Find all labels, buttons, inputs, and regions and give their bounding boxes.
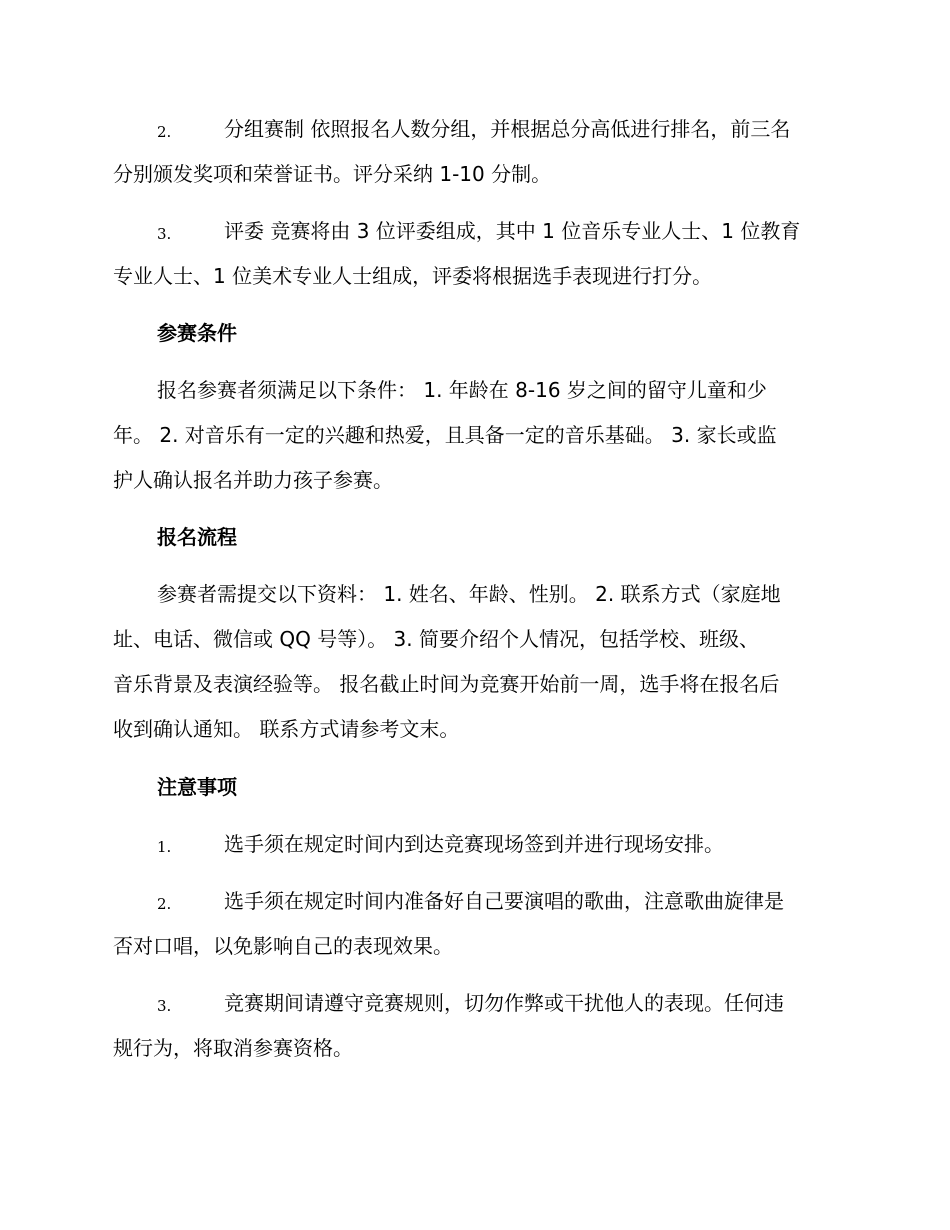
registration-line-1: 参赛者需提交以下资料： 1. 姓名、年龄、性别。 2. 联系方式（家庭地 [157,582,781,606]
section-heading-registration: 报名流程 [157,525,237,549]
registration-line-2: 址、电话、微信或 QQ 号等）。 3. 简要介绍个人情况，包括学校、班级、 [113,627,759,651]
notes-item-2-line-1: 选手须在规定时间内准备好自己要演唱的歌曲，注意歌曲旋律是 [224,889,784,913]
rules-item-3-line-2: 专业人士、1 位美术专业人士组成，评委将根据选手表现进行打分。 [113,264,713,288]
list-number: 3. [157,225,172,243]
notes-item-2-line-2: 否对口唱，以免影响自己的表现效果。 [113,934,453,958]
notes-item-3-line-1: 竞赛期间请遵守竞赛规则，切勿作弊或干扰他人的表现。任何违 [224,991,784,1015]
eligibility-line-1: 报名参赛者须满足以下条件： 1. 年龄在 8-16 岁之间的留守儿童和少 [157,378,767,402]
section-heading-notes: 注意事项 [157,775,237,799]
notes-item-3-line-2: 规行为，将取消参赛资格。 [113,1036,353,1060]
list-number: 2. [157,895,172,913]
eligibility-line-3: 护人确认报名并助力孩子参赛。 [113,468,393,492]
eligibility-line-2: 年。 2. 对音乐有一定的兴趣和热爱，且具备一定的音乐基础。 3. 家长或监 [113,423,777,447]
registration-line-4: 收到确认通知。 联系方式请参考文末。 [113,717,460,741]
notes-item-1-line-1: 选手须在规定时间内到达竞赛现场签到并进行现场安排。 [224,832,724,856]
list-number: 3. [157,997,172,1015]
rules-item-3-line-1: 评委 竞赛将由 3 位评委组成，其中 1 位音乐专业人士、1 位教育 [224,219,801,243]
section-heading-eligibility: 参赛条件 [157,321,237,345]
rules-item-2-line-2: 分别颁发奖项和荣誉证书。评分采纳 1-10 分制。 [113,162,552,186]
rules-item-2-line-1: 分组赛制 依照报名人数分组，并根据总分高低进行排名，前三名 [224,117,791,141]
registration-line-3: 音乐背景及表演经验等。 报名截止时间为竞赛开始前一周，选手将在报名后 [113,672,780,696]
list-number: 2. [157,123,172,141]
list-number: 1. [157,838,172,856]
